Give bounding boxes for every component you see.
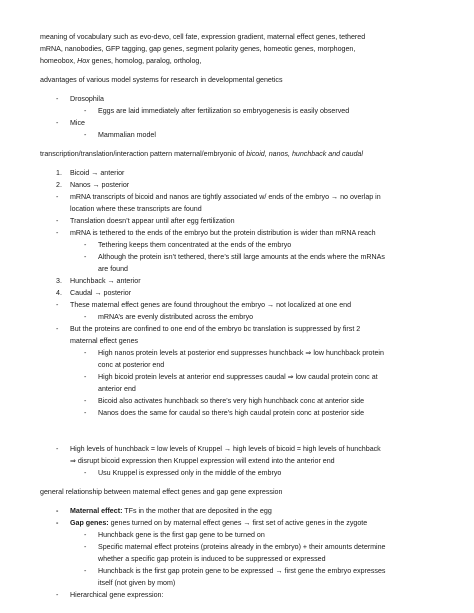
text-line: Translation doesn’t appear until after egg fertilization	[70, 217, 235, 225]
text-line: Specific maternal effect proteins (proteins already in the embryo) + their amounts determine	[98, 543, 386, 551]
text-line: conc at posterior end	[98, 361, 165, 369]
text-line: mRNA transcripts of bicoid and nanos are tightly associated w/ ends of the embryo → no overlap in	[70, 193, 381, 201]
list-marker: 1.	[56, 169, 62, 177]
text-line: maternal effect genes	[70, 337, 139, 345]
text-line: meaning of vocabulary such as evo-devo, cell fate, expression gradient, maternal effect genes, tethered	[40, 33, 366, 41]
text-line: High nanos protein levels at posterior end suppresses hunchback ⇒ low hunchback protein	[98, 349, 384, 357]
list-marker: -	[84, 409, 87, 417]
text-line: Nanos → posterior	[70, 181, 130, 189]
text-line: mRNA, nanobodies, GFP tagging, gap genes, segment polarity genes, homeotic genes, morphogen,	[40, 45, 356, 53]
list-marker: 3.	[56, 277, 62, 285]
text-segment: bicoid, nanos, hunchback and caudal	[246, 150, 363, 158]
text-line	[70, 519, 367, 528]
text-line: High levels of hunchback = low levels of Kruppel → high levels of bicoid = high levels of hunchback	[70, 445, 381, 453]
text-line: Mammalian model	[98, 131, 156, 139]
text-line: itself (not given by mom)	[98, 579, 176, 587]
text-line: Drosophila	[70, 95, 104, 103]
text-line: Nanos does the same for caudal so there’s high caudal protein conc at posterior side	[98, 409, 365, 417]
text-segment: genes, homolog, paralog, ortholog,	[89, 57, 202, 65]
list-marker: -	[56, 229, 59, 237]
list-marker: -	[84, 313, 87, 321]
text-line: But the proteins are confined to one end of the embryo bc translation is suppressed by first 2	[70, 325, 361, 333]
list-marker: -	[84, 531, 87, 539]
text-line	[70, 507, 272, 516]
text-line: Hunchback gene is the first gap gene to be turned on	[98, 531, 265, 539]
list-marker: -	[84, 373, 87, 381]
list-marker: -	[84, 241, 87, 249]
list-marker: -	[56, 507, 59, 515]
text-segment: transcription/translation/interaction pattern maternal/embryonic of	[40, 150, 247, 158]
text-line: Hunchback is the first gap protein gene to be expressed → first gene the embryo expresses	[98, 567, 386, 575]
list-marker: -	[56, 217, 59, 225]
text-line: Hierarchical gene expression:	[70, 591, 164, 599]
text-line: are found	[98, 265, 128, 273]
list-marker: -	[84, 469, 87, 477]
text-line	[40, 57, 201, 66]
text-line: location where these transcripts are found	[70, 205, 202, 213]
list-marker: 2.	[56, 181, 62, 189]
text-segment: Maternal effect:	[70, 507, 123, 515]
list-marker: -	[56, 95, 59, 103]
list-marker: -	[84, 397, 87, 405]
list-marker: -	[84, 349, 87, 357]
text-segment: Gap genes:	[70, 519, 109, 527]
list-marker: -	[84, 567, 87, 575]
text-segment: TFs in the mother that are deposited in the egg	[122, 507, 272, 515]
text-line: Bicoid also activates hunchback so there’s very high hunchback conc at anterior side	[98, 397, 365, 405]
list-marker: -	[56, 445, 59, 453]
text-line: Tethering keeps them concentrated at the ends of the embryo	[98, 241, 292, 249]
list-marker: -	[56, 193, 59, 201]
text-segment: Hox	[77, 57, 90, 65]
text-line: Caudal → posterior	[70, 289, 132, 297]
text-line: Although the protein isn’t tethered, there’s still large amounts at the ends where the mRNAs	[98, 253, 385, 261]
text-line: general relationship between maternal effect genes and gap gene expression	[40, 488, 283, 496]
list-marker: -	[84, 107, 87, 115]
list-marker: -	[56, 519, 59, 527]
text-line: mRNA is tethered to the ends of the embryo but the protein distribution is wider than mRNA reach	[70, 229, 376, 237]
list-marker: 4.	[56, 289, 62, 297]
text-line: High bicoid protein levels at anterior end suppresses caudal ⇒ low caudal protein conc at	[98, 373, 378, 381]
list-marker: -	[56, 119, 59, 127]
text-segment: genes turned on by maternal effect genes → first set of active genes in the zygote	[108, 519, 368, 527]
text-line: Bicoid → anterior	[70, 169, 125, 177]
text-line: Usu Kruppel is expressed only in the middle of the embryo	[98, 469, 282, 477]
text-line: whether a specific gap protein is induced to be suppressed or expressed	[98, 555, 326, 563]
text-line: mRNA’s are evenly distributed across the embryo	[98, 313, 254, 321]
text-line: Hunchback → anterior	[70, 277, 141, 285]
list-marker: -	[84, 131, 87, 139]
list-marker: -	[56, 301, 59, 309]
text-line: advantages of various model systems for research in developmental genetics	[40, 76, 283, 84]
list-marker: -	[84, 253, 87, 261]
text-line: Mice	[70, 119, 85, 127]
list-marker: -	[84, 543, 87, 551]
text-line	[40, 150, 363, 159]
text-segment: homeobox,	[40, 57, 78, 65]
text-line: anterior end	[98, 385, 136, 393]
list-marker: -	[56, 591, 59, 599]
text-line: These maternal effect genes are found throughout the embryo → not localized at one end	[70, 301, 352, 309]
text-line: Eggs are laid immediately after fertilization so embryogenesis is easily observed	[98, 107, 350, 115]
list-marker: -	[56, 325, 59, 333]
text-line: ⇒ disrupt bicoid expression then Kruppel expression will extend into the anterior end	[70, 457, 335, 465]
